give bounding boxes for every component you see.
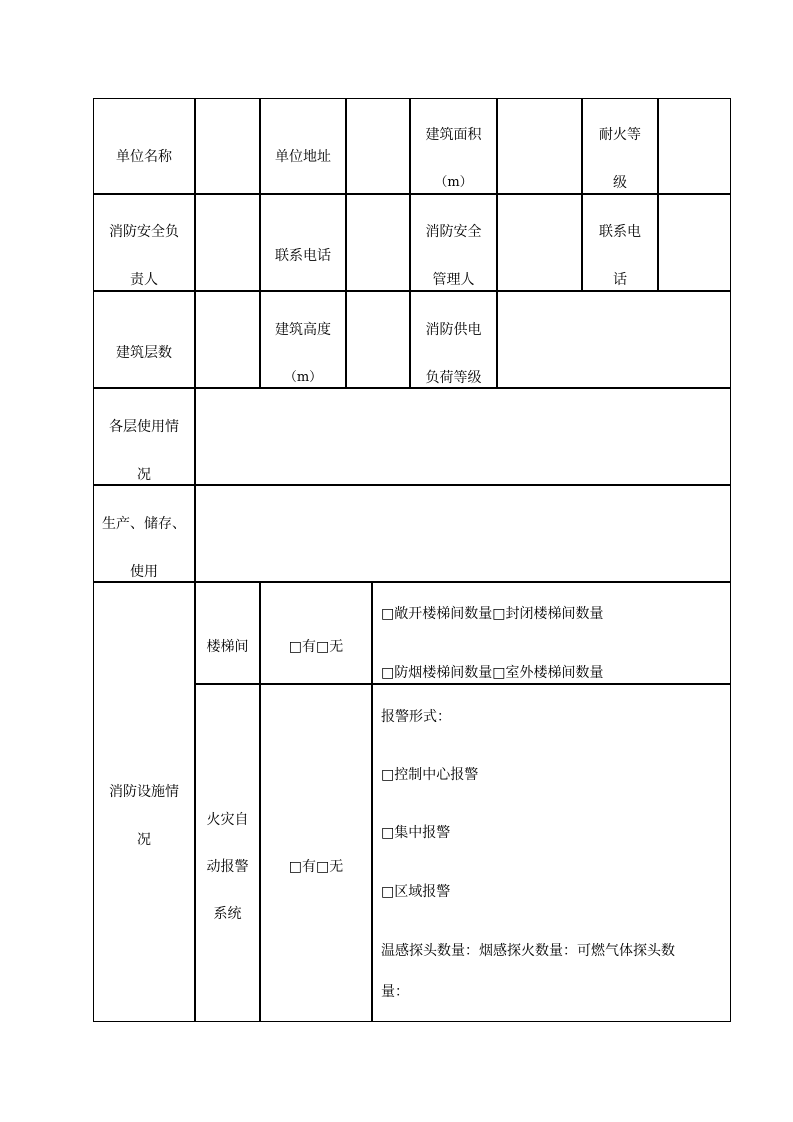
production-label-line1: 生产、储存、 [102, 516, 186, 532]
facilities-label-line1: 消防设施情 [109, 784, 179, 800]
unit-name-label: 单位名称 [116, 149, 172, 165]
alarm-presence-checkboxes[interactable]: □有□无 [288, 859, 344, 875]
height-label: 建筑高度 [275, 322, 331, 338]
alarm-option-centralized[interactable]: □集中报警 [381, 825, 451, 841]
fire-rating-label-line1: 耐火等 [599, 127, 641, 143]
power-load-label-line1: 消防供电 [425, 322, 482, 338]
floor-usage-label-cell [93, 388, 195, 485]
alarm-presence-cell[interactable] [260, 684, 372, 1022]
height-value-cell[interactable] [346, 291, 410, 388]
contact-phone2-label-cell [582, 194, 658, 291]
alarm-option-regional[interactable]: □区域报警 [381, 884, 451, 900]
stairs-name: 楼梯间 [206, 639, 249, 655]
production-label-line2: 使用 [130, 564, 158, 580]
safety-manager-value-cell[interactable] [497, 194, 582, 291]
unit-name-value-cell[interactable] [195, 98, 260, 194]
floor-usage-value-cell[interactable] [195, 388, 731, 485]
contact-phone-value-cell[interactable] [346, 194, 410, 291]
stairs-detail-line1[interactable]: □敞开楼梯间数量□封闭楼梯间数量 [381, 606, 604, 622]
safety-responsible-label-line2: 责人 [130, 272, 158, 288]
contact-phone2-label-line2: 话 [613, 272, 627, 288]
unit-name-label-cell [93, 98, 195, 194]
detector-count-line2: 量： [381, 984, 409, 1000]
building-area-label: 建筑面积 [425, 127, 482, 143]
alarm-name-cell [195, 684, 260, 1022]
facilities-label-line2: 况 [137, 832, 151, 848]
stairs-detail-cell [372, 582, 731, 684]
safety-manager-label-line2: 管理人 [432, 272, 475, 288]
unit-address-label-cell [260, 98, 346, 194]
alarm-name-line3: 系统 [213, 906, 242, 922]
height-label-cell [260, 291, 346, 388]
safety-manager-label-cell [410, 194, 497, 291]
safety-responsible-label-line1: 消防安全负 [109, 224, 179, 240]
unit-address-value-cell[interactable] [346, 98, 410, 194]
contact-phone2-label-line1: 联系电 [599, 224, 641, 240]
stairs-detail-line2[interactable]: □防烟楼梯间数量□室外楼梯间数量 [381, 665, 604, 681]
fire-rating-value-cell[interactable] [658, 98, 731, 194]
contact-phone-label: 联系电话 [275, 248, 331, 264]
stairs-name-cell [195, 582, 260, 684]
contact-phone-label-cell [260, 194, 346, 291]
facilities-label-cell [93, 582, 195, 1022]
stairs-presence-cell[interactable] [260, 582, 372, 684]
building-area-label-cell [410, 98, 497, 194]
floors-label: 建筑层数 [116, 345, 172, 361]
safety-responsible-value-cell[interactable] [195, 194, 260, 291]
alarm-name-line2: 动报警 [206, 859, 249, 875]
safety-responsible-label-cell [93, 194, 195, 291]
production-value-cell[interactable] [195, 485, 731, 582]
power-load-value-cell[interactable] [497, 291, 731, 388]
building-area-value-cell[interactable] [497, 98, 582, 194]
floors-value-cell[interactable] [195, 291, 260, 388]
floor-usage-label-line2: 况 [137, 467, 151, 483]
alarm-name-line1: 火灾自 [206, 812, 249, 828]
alarm-detail-cell [372, 684, 731, 1022]
floor-usage-label-line1: 各层使用情 [109, 419, 179, 435]
height-unit: （m） [283, 370, 323, 385]
production-label-cell [93, 485, 195, 582]
alarm-form-title: 报警形式： [381, 709, 451, 725]
detector-count-line1: 温感探头数量：烟感探火数量：可燃气体探头数 [381, 943, 675, 959]
building-area-unit: （m） [434, 175, 473, 190]
power-load-label-cell [410, 291, 497, 388]
alarm-option-control-center[interactable]: □控制中心报警 [381, 767, 479, 783]
floors-label-cell [93, 291, 195, 388]
safety-manager-label-line1: 消防安全 [425, 224, 482, 240]
power-load-label-line2: 负荷等级 [425, 370, 482, 386]
fire-rating-label-cell [582, 98, 658, 194]
fire-rating-label-line2: 级 [613, 175, 627, 191]
contact-phone2-value-cell[interactable] [658, 194, 731, 291]
stairs-presence-checkboxes[interactable]: □有□无 [288, 639, 344, 655]
unit-address-label: 单位地址 [275, 149, 331, 165]
